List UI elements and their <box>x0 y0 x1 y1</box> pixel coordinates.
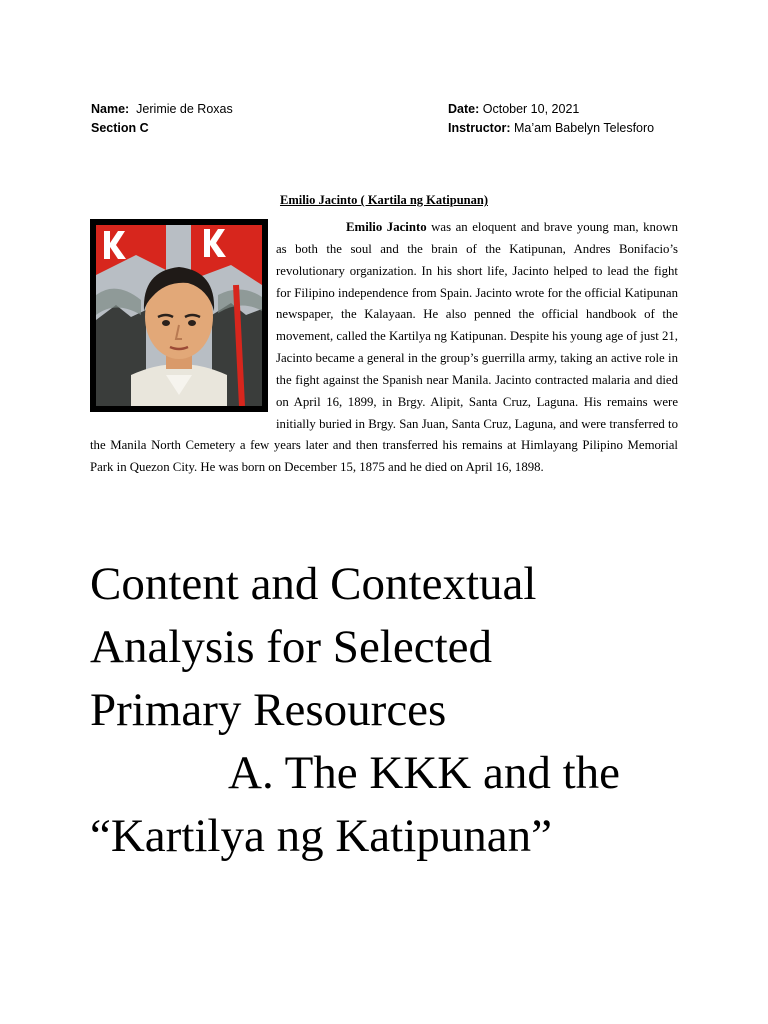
name-label: Name: <box>91 102 130 116</box>
name-value: Jerimie de Roxas <box>136 102 233 116</box>
instructor-value: Ma’am Babelyn Telesforo <box>513 121 655 135</box>
name-field <box>91 100 233 119</box>
heading-line-2: Analysis for Selected <box>90 621 493 673</box>
portrait-illustration <box>96 225 262 406</box>
section-label: Section C <box>91 121 149 135</box>
instructor-field <box>448 119 654 138</box>
header-row-2 <box>91 119 691 138</box>
date-label: Date: <box>448 102 480 116</box>
date-value: October 10, 2021 <box>482 102 580 116</box>
header-row-1 <box>91 100 691 119</box>
heading-line-3: Primary Resources <box>90 684 447 736</box>
article-title: Emilio Jacinto ( Kartila ng Katipunan) <box>279 193 488 207</box>
article-text: was an eloquent and brave young man, known as both the soul and the brain of the Katipunan, Andres Bonifacio’s revolutionary organization. In his short life, Jacinto helped to lead the fight for Filipino independence from Spain. Jacinto wrote for the official Katipunan newspaper, the Kalayaan. He also penned the official handbook of the movement, called the Kartilya ng Katipunan. Despite his young age of just 21, Jacinto became a general in the group’s guerrilla army, taking an active role in the fight against the Spanish near Manila. Jacinto contracted malaria and died on April 16, 1899, in Brgy. Alipit, Santa Cruz, Laguna. His remains were initially buried in Brgy. San Juan, Santa Cruz, Laguna, and were transferred to the Manila North Cemetery a few years later and then transferred his remains at Himlayang Pilipino Memorial Park in Quezon City. He was born on December 15, 1875 and he died on April 16, 1898. <box>90 220 678 475</box>
article-body <box>90 217 678 479</box>
heading-line-4: A. The KKK and the <box>228 747 621 799</box>
heading-line-1: Content and Contextual <box>90 558 537 610</box>
document-header <box>91 100 691 138</box>
date-field <box>448 100 579 119</box>
section-heading <box>90 553 730 868</box>
heading-line-5: “Kartilya ng Katipunan” <box>90 810 552 862</box>
emilio-jacinto-portrait <box>90 219 268 412</box>
instructor-label: Instructor: <box>448 121 511 135</box>
lead-name: Emilio Jacinto <box>346 220 427 234</box>
